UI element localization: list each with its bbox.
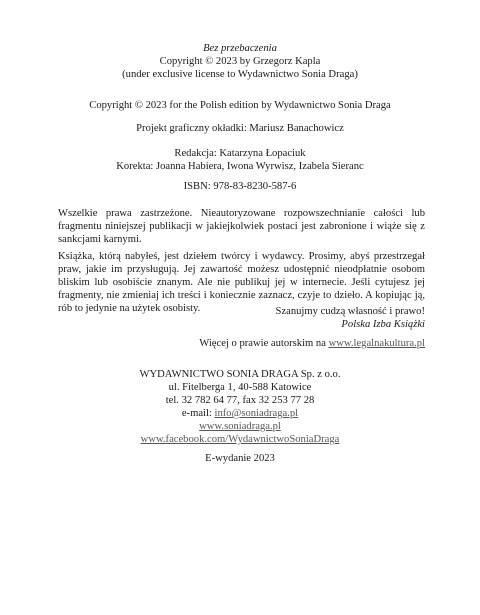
- closing-slogan: Szanujmy cudzą własność i prawo!: [275, 306, 425, 317]
- credits-block: [30, 42, 450, 81]
- website-link[interactable]: www.soniadraga.pl: [199, 421, 281, 432]
- edition: E-wydanie 2023: [205, 453, 275, 464]
- publisher-name: WYDAWNICTWO SONIA DRAGA Sp. z o.o.: [139, 369, 341, 380]
- copyright-polish: Copyright © 2023 for the Polish edition by Wydawnictwo Sonia Draga: [89, 100, 391, 111]
- copyright-info-text: Więcej o prawie autorskim na: [199, 338, 329, 349]
- appeal-paragraph: Książka, którą nabyłeś, jest dziełem twórcy i wydawcy. Prosimy, abyś przestrzegał praw, jakie im przysługują. Jej zawartość możesz udostępnić nieodpłatnie osobom bliskim lub osobiście znanym. Ale nie publikuj jej w internecie. Jeśli cytujesz jej fragmenty, nie zmieniaj ich treści i koniecznie zaznacz, czyje to dzieło. A kopiując ją, rób to jedynie na użytek osobisty.: [58, 251, 425, 314]
- book-title: Bez przebaczenia: [203, 43, 277, 54]
- publisher-address: ul. Fitelberga 1, 40-588 Katowice: [168, 382, 312, 393]
- isbn: ISBN: 978-83-8230-587-6: [183, 181, 297, 192]
- polish-edition-block: [30, 99, 450, 112]
- editing-credit: Redakcja: Katarzyna Łopaciuk: [174, 148, 306, 159]
- editorial-block: [30, 147, 450, 173]
- publisher-phone: tel. 32 782 64 77, fax 32 253 77 28: [165, 395, 315, 406]
- isbn-block: [30, 180, 450, 193]
- cover-design-block: [30, 122, 450, 135]
- closing-signature: Polska Izba Książki: [341, 319, 425, 330]
- rights-notice: Wszelkie prawa zastrzeżone. Nieautoryzowane rozpowszechnianie całości lub fragmentu niniejszej publikacji w jakiejkolwiek postaci jest zabronione i wiąże się z sankcjami karnymi.: [58, 208, 425, 245]
- proofreading-credit: Korekta: Joanna Habiera, Iwona Wyrwisz, Izabela Sieranc: [116, 161, 364, 172]
- publisher-block: [30, 368, 450, 446]
- email-label: e-mail:: [181, 408, 215, 419]
- facebook-link[interactable]: www.facebook.com/WydawnictwoSoniaDraga: [140, 434, 340, 445]
- license-note: (under exclusive license to Wydawnictwo Sonia Draga): [122, 69, 358, 80]
- edition-block: [30, 452, 450, 465]
- copyright-info: [199, 337, 425, 350]
- copyright-original: Copyright © 2023 by Grzegorz Kapla: [159, 56, 321, 67]
- legalnakultura-link[interactable]: www.legalnakultura.pl: [328, 338, 425, 349]
- closing-block: [276, 305, 425, 331]
- publisher-email-line: [30, 407, 450, 420]
- cover-design: Projekt graficzny okładki: Mariusz Banachowicz: [136, 123, 344, 134]
- email-link[interactable]: info@soniadraga.pl: [214, 408, 299, 419]
